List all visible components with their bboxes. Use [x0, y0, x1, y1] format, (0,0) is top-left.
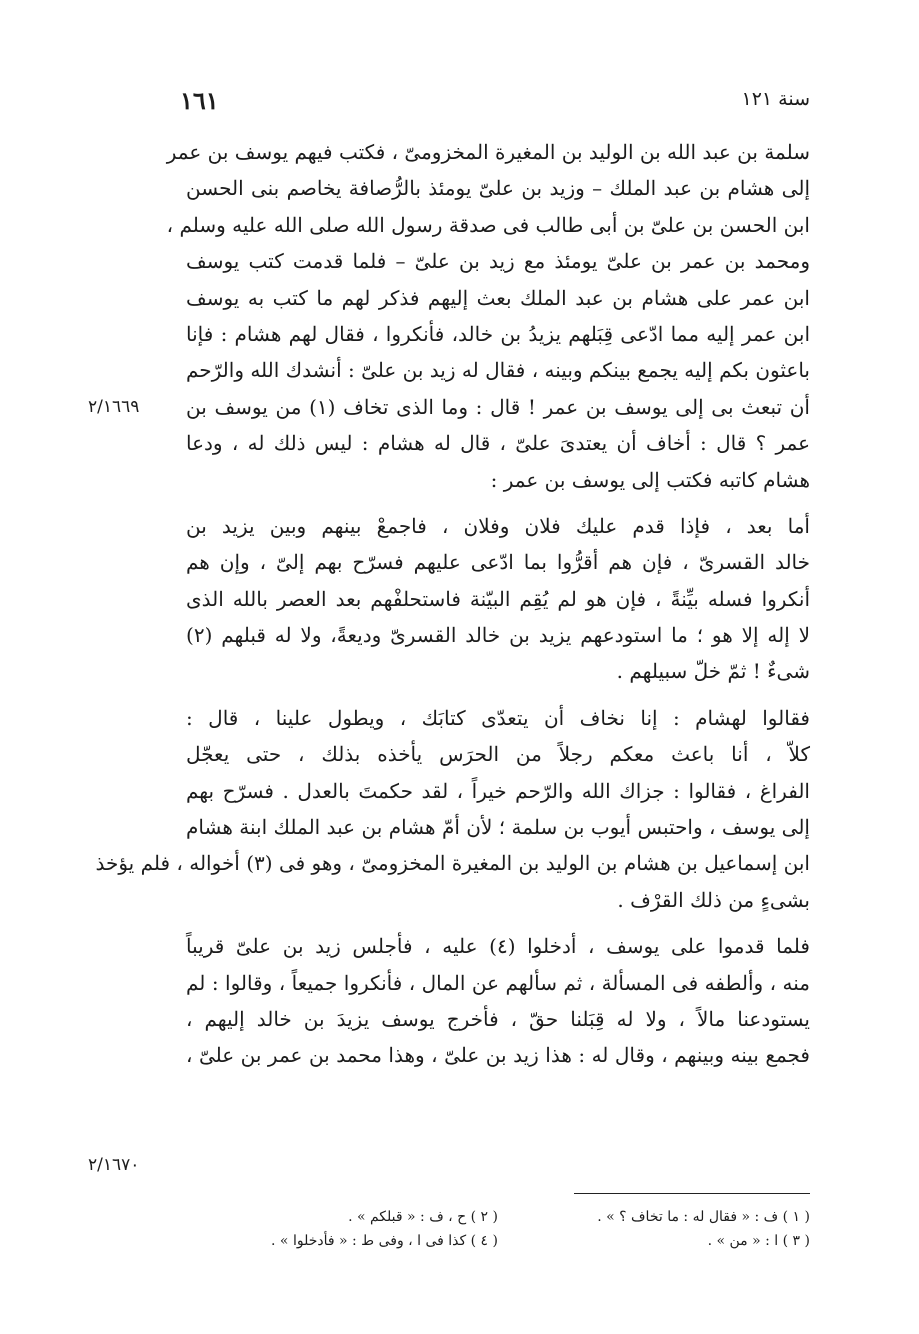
- text-line: كلاّ ، أنا باعث معكم رجلاً من الحرَس يأخذه بذلك ، حتى يعجّل: [186, 742, 810, 767]
- footnote-row: [186, 1206, 810, 1228]
- text-line: لا إله إلا هو ؛ ما استودعهم يزيد بن خالد القسرىّ وديعةً، ولا له قبلهم (٢): [186, 623, 810, 648]
- text-line: ابن الحسن بن علىّ بن أبى طالب فى صدقة رسول الله صلى الله عليه وسلم ،: [166, 212, 810, 237]
- text-line: أن تبعث بى إلى يوسف بن عمر ! قال : وما الذى تخاف (١) من يوسف بن: [186, 394, 810, 419]
- text-line: منه ، وألطفه فى المسألة ، ثم سألهم عن المال ، فأنكروا جميعاً ، وقالوا : لم: [186, 970, 810, 995]
- text-line: بشىءٍ من ذلك القرْف .: [617, 887, 810, 912]
- text-line: فقالوا لهشام : إنا نخاف أن يتعدّى كتابَك ، ويطول علينا ، قال :: [186, 705, 810, 730]
- text-line: فلما قدموا على يوسف ، أدخلوا (٤) عليه ، فأجلس زيد بن علىّ قريباً: [186, 934, 810, 959]
- margin-reference: ٢/١٦٦٩: [88, 397, 140, 417]
- footnote: ( ٤ ) كذا فى ا ، وفى ط : « فأدخلوا » .: [271, 1233, 498, 1249]
- text-line: فجمع بينه وبينهم ، وقال له : هذا زيد بن علىّ ، وهذا محمد بن عمر بن علىّ ،: [186, 1043, 810, 1068]
- text-line: ومحمد بن عمر بن علىّ يومئذ مع زيد بن علىّ – فلما قدمت كتب يوسف: [186, 249, 810, 274]
- text-line: أما بعد ، فإذا قدم عليك فلان وفلان ، فاجمعْ بينهم وبين يزيد بن: [186, 513, 810, 538]
- footnote: ( ١ ) ف : « فقال له : ما تخاف ؟ » .: [597, 1209, 810, 1225]
- text-line: سلمة بن عبد الله بن الوليد بن المغيرة المخزومىّ ، فكتب فيهم يوسف بن عمر: [166, 140, 810, 164]
- running-title-year: سنة ١٢١: [741, 88, 810, 110]
- page-number: ١٦١: [180, 86, 219, 115]
- text-line: إلى هشام بن عبد الملك – وزيد بن علىّ يومئذ بالرُّصافة يخاصم بنى الحسن: [186, 176, 810, 201]
- text-line: أنكروا فسله بيِّنةً ، فإن هو لم يُقِم البيّنة فاستحلفْهم بعد العصر بالله الذى: [186, 586, 810, 611]
- running-header: [180, 88, 810, 122]
- footnote-rule: [574, 1193, 810, 1194]
- text-line: ابن إسماعيل بن هشام بن الوليد بن المغيرة المخزومىّ ، وهو فى (٣) أخواله ، فلم يؤخذ: [95, 851, 810, 876]
- text-line: شىءٌ ! ثمّ خلّ سبيلهم .: [616, 659, 810, 684]
- margin-reference: ٢/١٦٧٠: [88, 1155, 140, 1175]
- text-line: باعثون بكم إليه يجمع بينكم وبينه ، فقال له زيد بن علىّ : أنشدك الله والرّحم: [185, 358, 810, 383]
- footnote-row: [186, 1230, 810, 1252]
- footnote: ( ٣ ) ا : « من » .: [707, 1233, 810, 1249]
- text-line: ابن عمر إليه مما ادّعى قِبَلهم يزيدُ بن خالد، فأنكروا ، فقال لهم هشام : فإنا: [186, 321, 810, 346]
- text-line: هشام كاتبه فكتب إلى يوسف بن عمر :: [490, 467, 810, 492]
- text-line: يستودعنا مالاً ، ولا له قِبَلنا حقّ ، فأخرج يوسف يزيدَ بن خالد إليهم ،: [186, 1006, 810, 1031]
- footnote: ( ٢ ) ح ، ف : « قبلكم » .: [348, 1209, 498, 1225]
- text-line: خالد القسرىّ ، فإن هم أقرُّوا بما ادّعى عليهم فسرّح بهم إلىّ ، وإن هم: [186, 550, 810, 575]
- text-line: ابن عمر على هشام بن عبد الملك بعث إليهم فذكر لهم ما كتب به يوسف: [186, 285, 810, 310]
- text-line: إلى يوسف ، واحتبس أيوب بن سلمة ؛ لأن أمّ هشام بن عبد الملك ابنة هشام: [186, 815, 810, 840]
- text-line: عمر ؟ قال : أخاف أن يعتدىَ علىّ ، قال له هشام : ليس ذلك له ، ودعا: [186, 431, 810, 456]
- text-line: الفراغ ، فقالوا : جزاك الله والرّحم خيراً ، لقد حكمتَ بالعدل . فسرّح بهم: [186, 778, 810, 803]
